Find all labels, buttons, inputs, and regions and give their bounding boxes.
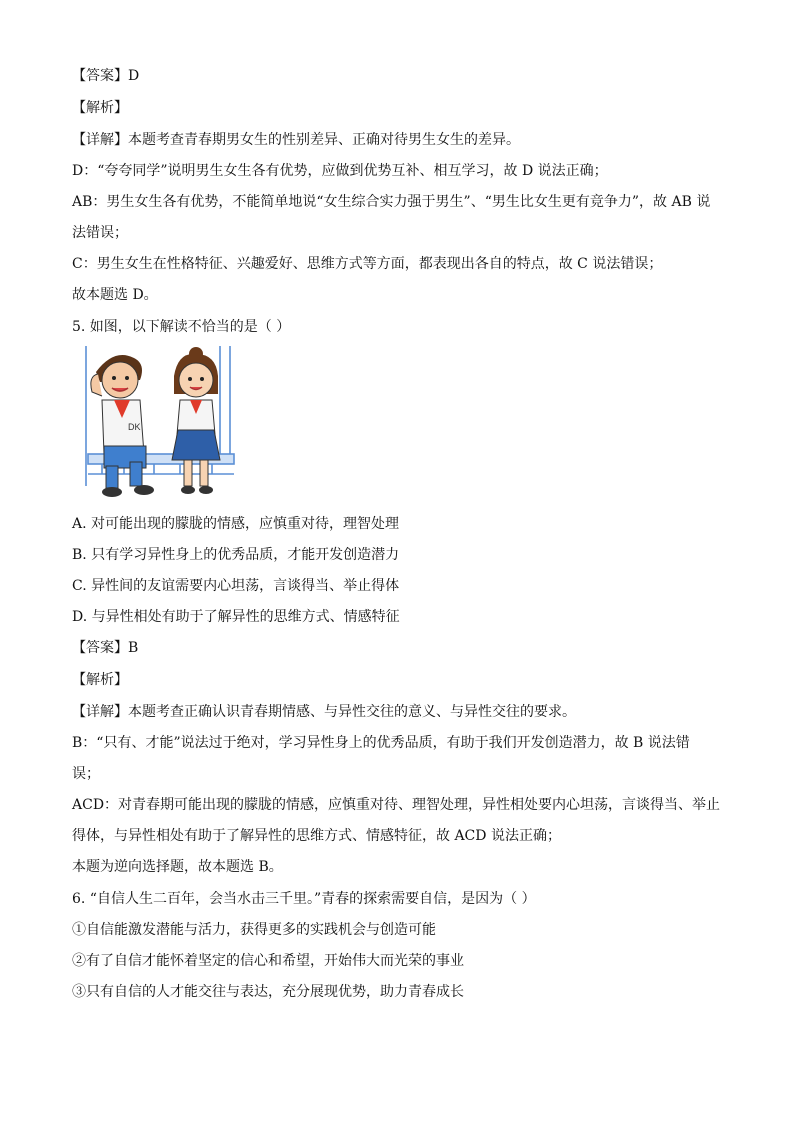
- explain-b-q5: B：“只有、才能”说法过于绝对，学习异性身上的优秀品质，有助于我们开发创造潜力，故 B 说法错: [72, 735, 690, 751]
- question-6-stem: 6. “自信人生二百年，会当水击三千里。”青春的探索需要自信，是因为（ ）: [72, 891, 536, 907]
- option-d: D. 与异性相处有助于了解异性的思维方式、情感特征: [72, 609, 400, 625]
- boy-shirt-badge: DK: [128, 422, 141, 432]
- explain-b-q5-cont: 误；: [72, 766, 100, 782]
- conclusion-q4: 故本题选 D。: [72, 287, 158, 303]
- explain-ab-q4-cont: 法错误；: [72, 225, 128, 241]
- answer-label-q5: 【答案】B: [72, 640, 139, 656]
- analysis-label-q5: 【解析】: [72, 672, 128, 688]
- explain-ab-q4: AB：男生女生各有优势，不能简单地说“女生综合实力强于男生”、“男生比女生更有竞争力”，故 AB 说: [72, 194, 711, 210]
- answer-label-q4: 【答案】D: [72, 68, 140, 84]
- analysis-label-q4: 【解析】: [72, 100, 128, 116]
- detail-q5: 【详解】本题考查正确认识青春期情感、与异性交往的意义、与异性交往的要求。: [72, 704, 576, 720]
- explain-c-q4: C：男生女生在性格特征、兴趣爱好、思维方式等方面，都表现出各自的特点，故 C 说法错误；: [72, 256, 663, 272]
- option-a: A. 对可能出现的朦胧的情感，应慎重对待，理智处理: [72, 516, 400, 532]
- detail-q4: 【详解】本题考查青春期男女生的性别差异、正确对待男生女生的差异。: [72, 132, 520, 148]
- boy-figure: [91, 355, 154, 497]
- option-c: C. 异性间的友谊需要内心坦荡，言谈得当、举止得体: [72, 578, 400, 594]
- question-5-stem: 5. 如图，以下解读不恰当的是（ ）: [72, 319, 291, 335]
- option-b: B. 只有学习异性身上的优秀品质，才能开发创造潜力: [72, 547, 400, 563]
- statement-3: ③只有自信的人才能交往与表达，充分展现优势，助力青春成长: [72, 984, 464, 1000]
- conclusion-q5: 本题为逆向选择题，故本题选 B。: [72, 859, 283, 875]
- statement-1: ①自信能激发潜能与活力，获得更多的实践机会与创造可能: [72, 922, 436, 938]
- question-5-illustration: [84, 346, 236, 506]
- explain-d-q4: D：“夸夸同学”说明男生女生各有优势，应做到优势互补、相互学习，故 D 说法正确；: [72, 163, 608, 179]
- explain-acd-q5: ACD：对青春期可能出现的朦胧的情感，应慎重对待、理智处理，异性相处要内心坦荡，言谈得当、举止: [72, 797, 721, 813]
- explain-acd-q5-cont: 得体，与异性相处有助于了解异性的思维方式、情感特征，故 ACD 说法正确；: [72, 828, 561, 844]
- statement-2: ②有了自信才能怀着坚定的信心和希望，开始伟大而光荣的事业: [72, 953, 464, 969]
